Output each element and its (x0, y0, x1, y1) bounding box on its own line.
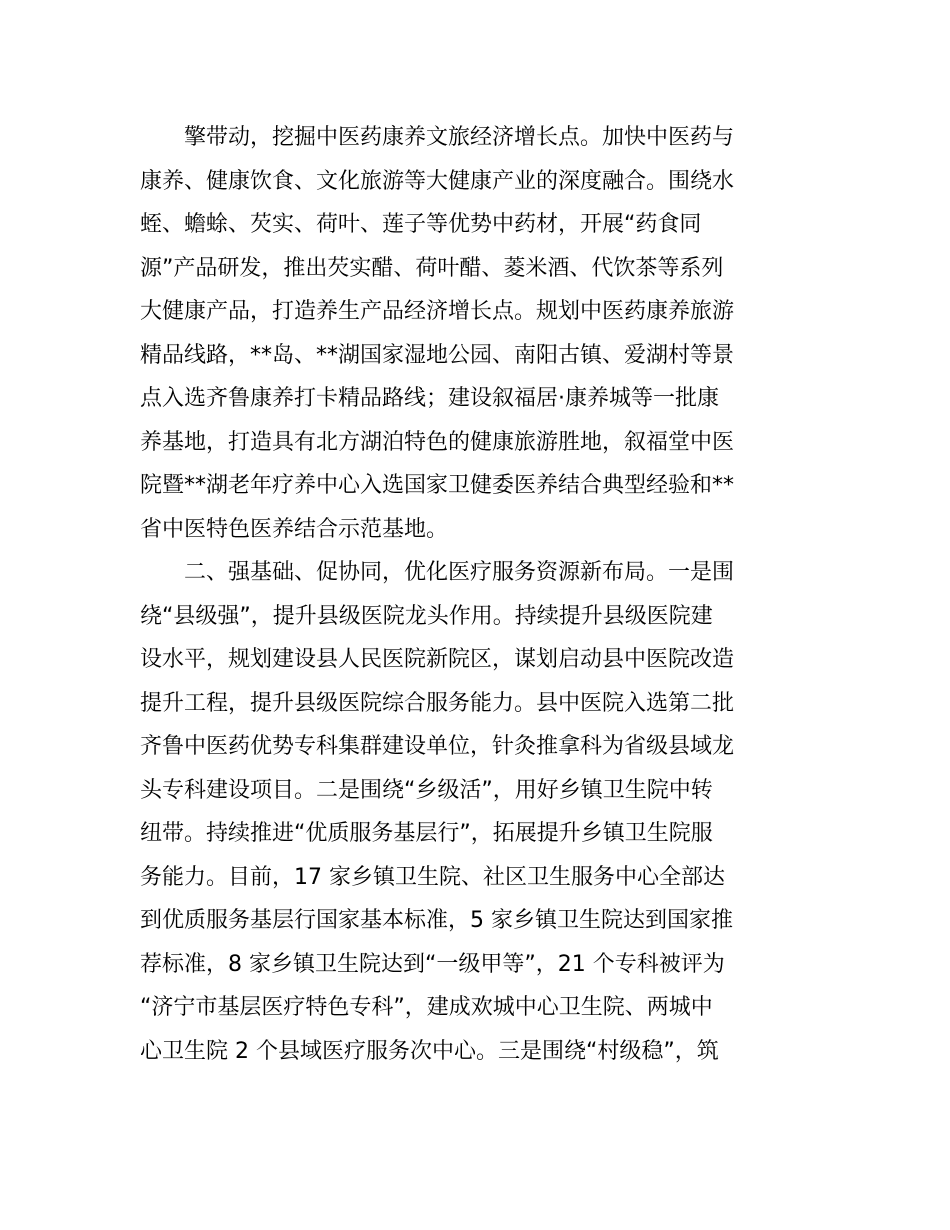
text-line: 荐标准，8 家乡镇卫生院达到“一级甲等”，21 个专科被评为 (140, 951, 725, 977)
text-line: 头专科建设项目。二是围绕“乡级活”，用好乡镇卫生院中转 (140, 777, 713, 803)
paragraph-1 (140, 116, 820, 551)
text-line: 省中医特色医养结合示范基地。 (140, 516, 449, 542)
document-body (140, 116, 820, 1073)
text-line: 康养、健康饮食、文化旅游等大健康产业的深度融合。围绕水 (140, 168, 735, 194)
text-line: 源”产品研发，推出芡实醋、荷叶醋、菱米酒、代饮茶等系列 (140, 255, 724, 281)
text-line: 精品线路，**岛、**湖国家湿地公园、南阳古镇、爱湖村等景 (140, 342, 735, 368)
text-line: 大健康产品，打造养生产品经济增长点。规划中医药康养旅游 (140, 299, 735, 324)
text-line: 务能力。目前，17 家乡镇卫生院、社区卫生服务中心全部达 (140, 864, 725, 890)
text-line: 点入选齐鲁康养打卡精品路线；建设叙福居·康养城等一批康 (140, 386, 719, 411)
paragraph-2 (140, 551, 820, 1073)
text-line: 提升工程，提升县级医院综合服务能力。县中医院入选第二批 (140, 690, 735, 716)
text-line: 到优质服务基层行国家基本标准，5 家乡镇卫生院达到国家推 (140, 908, 733, 933)
text-line: “济宁市基层医疗特色专科”，建成欢城中心卫生院、两城中 (140, 995, 713, 1020)
text-line: 设水平，规划建设县人民医院新院区，谋划启动县中医院改造 (140, 647, 735, 672)
text-line: 二、强基础、促协同，优化医疗服务资源新布局。一是围 (184, 560, 735, 585)
text-line: 院暨**湖老年疗养中心入选国家卫健委医养结合典型经验和** (140, 473, 735, 498)
text-line: 齐鲁中医药优势专科集群建设单位，针灸推拿科为省级县域龙 (140, 734, 735, 759)
text-line: 心卫生院 2 个县域医疗服务次中心。三是围绕“村级稳”，筑 (140, 1038, 719, 1064)
text-line: 擎带动，挖掘中医药康养文旅经济增长点。加快中医药与 (184, 125, 735, 150)
text-line: 养基地，打造具有北方湖泊特色的健康旅游胜地，叙福堂中医 (140, 429, 735, 455)
text-line: 蛭、蟾蜍、芡实、荷叶、莲子等优势中药材，开展“药食同 (140, 212, 702, 237)
text-line: 纽带。持续推进“优质服务基层行”，拓展提升乡镇卫生院服 (140, 821, 713, 846)
text-line: 绕“县级强”，提升县级医院龙头作用。持续提升县级医院建 (140, 603, 713, 629)
